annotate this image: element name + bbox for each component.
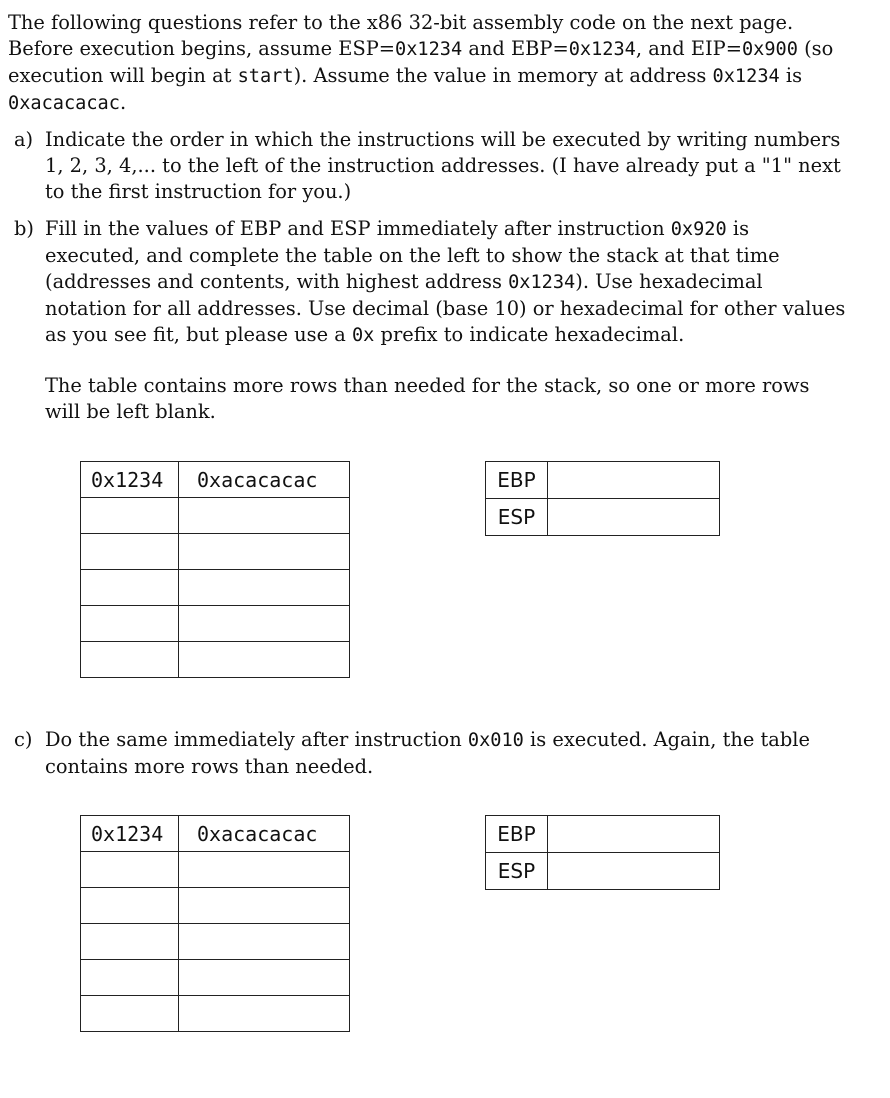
intro-line-3: execution will begin at start). Assume the value in memory at address 0x1234 is [8,64,803,87]
question-b-label: b) [14,217,34,240]
stack-value-input[interactable] [179,498,350,534]
register-row-ebp [486,816,720,853]
stack-row-blank [81,924,350,960]
question-c [14,727,876,780]
stack-address-input[interactable] [81,498,179,534]
esp-label: ESP [486,853,548,890]
esp-value-input[interactable] [548,853,720,890]
register-row-ebp [486,462,720,499]
question-b-text: Fill in the values of EBP and ESP immediately after instruction 0x920 is executed, and complete the table on the left to show the stack at that time (addresses and contents, with highest address 0x1234). Use hexadecimal notation for all addresses. Use decimal (base 10) or hexadecimal for other values as you see fit, but please use a 0x prefix to indicate hexadecimal. [45,217,846,346]
stack-address-input[interactable] [81,570,179,606]
stack-address-input[interactable] [81,606,179,642]
stack-row-blank [81,642,350,678]
intro-line-4: 0xacacacac. [8,91,127,114]
question-b-note: The table contains more rows than needed for the stack, so one or more rows will be left blank. [45,374,810,423]
stack-row-blank [81,498,350,534]
stack-address-cell: 0x1234 [81,462,179,498]
ebp-value-input[interactable] [548,816,720,853]
question-a-text: Indicate the order in which the instructions will be executed by writing numbers 1, 2, 3, 4,... to the left of the instruction addresses. (I have already put a "1" next to the first instruction for you.) [45,128,841,203]
question-c-label: c) [14,728,33,751]
stack-address-cell: 0x1234 [81,816,179,852]
question-b [14,216,876,349]
stack-row-top [81,462,350,498]
register-row-esp [486,499,720,536]
stack-address-input[interactable] [81,534,179,570]
intro-line-1: The following questions refer to the x86 32-bit assembly code on the next page. [8,11,794,34]
ebp-value-input[interactable] [548,462,720,499]
question-a [14,127,876,205]
stack-row-blank [81,534,350,570]
esp-label: ESP [486,499,548,536]
stack-address-input[interactable] [81,852,179,888]
register-row-esp [486,853,720,890]
stack-value-input[interactable] [179,642,350,678]
registers-table-c [485,815,720,890]
stack-value-input[interactable] [179,924,350,960]
stack-address-input[interactable] [81,924,179,960]
question-a-label: a) [14,128,34,151]
stack-address-input[interactable] [81,996,179,1032]
stack-row-top [81,816,350,852]
stack-row-blank [81,570,350,606]
stack-table-c [80,815,350,1032]
stack-row-blank [81,606,350,642]
stack-value-cell: 0xacacacac [179,816,350,852]
ebp-label: EBP [486,816,548,853]
stack-value-cell: 0xacacacac [179,462,350,498]
question-c-text: Do the same immediately after instruction 0x010 is executed. Again, the table contains more rows than needed. [45,728,810,778]
stack-value-input[interactable] [179,570,350,606]
registers-table-b [485,461,720,536]
stack-value-input[interactable] [179,960,350,996]
stack-value-input[interactable] [179,534,350,570]
intro-line-2: Before execution begins, assume ESP=0x1234 and EBP=0x1234, and EIP=0x900 (so [8,37,834,60]
stack-value-input[interactable] [179,888,350,924]
stack-address-input[interactable] [81,888,179,924]
esp-value-input[interactable] [548,499,720,536]
stack-value-input[interactable] [179,996,350,1032]
stack-row-blank [81,960,350,996]
stack-value-input[interactable] [179,852,350,888]
stack-address-input[interactable] [81,642,179,678]
intro-paragraph [8,10,883,117]
stack-row-blank [81,888,350,924]
stack-row-blank [81,852,350,888]
stack-value-input[interactable] [179,606,350,642]
stack-table-b [80,461,350,678]
stack-address-input[interactable] [81,960,179,996]
ebp-label: EBP [486,462,548,499]
stack-row-blank [81,996,350,1032]
